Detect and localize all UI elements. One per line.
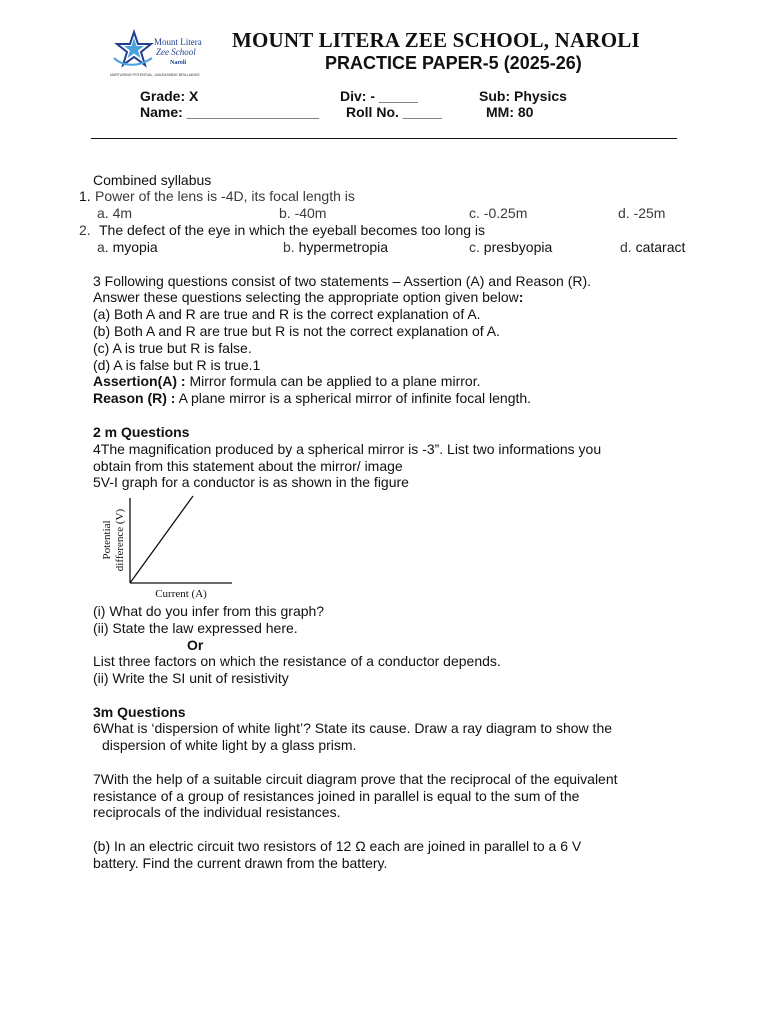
reason-text: A plane mirror is a spherical mirror of infinite focal length. [175, 390, 532, 406]
q7-line1: 7With the help of a suitable circuit diagram prove that the reciprocal of the equivalent [93, 771, 618, 787]
q2-option-c-letter: c. [469, 239, 480, 255]
q3-intro-text: Answer these questions selecting the appropriate option given below [93, 289, 519, 305]
q2-option-b-letter: b. [283, 239, 295, 255]
section-2m-heading: 2 m Questions [93, 424, 190, 440]
q2-option-d-letter: d. [620, 239, 632, 255]
div-field: Div: - _____ [340, 88, 418, 104]
q1-option-a: a. 4m [97, 205, 133, 221]
q3-option-d: (d) A is false but R is true.1 [93, 357, 261, 373]
q2-option-c [469, 239, 552, 256]
q3-reason [93, 390, 531, 407]
q6-line2: dispersion of white light by a glass prism. [102, 737, 357, 753]
q3-intro-colon: : [518, 289, 524, 305]
q1-option-b: b. -40m [279, 205, 327, 221]
q2-option-a [97, 239, 158, 256]
q6-line1: 6What is ‘dispersion of white light’? State its cause. Draw a ray diagram to show the [93, 720, 613, 736]
syllabus-note: Combined syllabus [93, 172, 212, 188]
paper-title: PRACTICE PAPER-5 (2025-26) [325, 53, 582, 73]
q5-part-i: (i) What do you infer from this graph? [93, 603, 325, 619]
q2-option-b [283, 239, 388, 256]
logo-tagline: NURTURING POTENTIAL, UNLEASHING BRILLIANCE [110, 73, 200, 77]
q2-option-a-letter: a. [97, 239, 109, 255]
graph-ylabel-line1: Potential [101, 520, 113, 560]
q5-text: 5V-I graph for a conductor is as shown in the figure [93, 474, 409, 490]
q2-option-d-text: cataract [635, 239, 686, 255]
subject-field: Sub: Physics [479, 88, 567, 104]
grade-field: Grade: X [140, 88, 199, 104]
graph-ylabel-line2: difference (V) [114, 508, 126, 572]
vi-graph [98, 494, 238, 602]
q3-option-a: (a) Both A and R are true and R is the correct explanation of A. [93, 306, 481, 322]
reason-label: Reason (R) : [93, 390, 176, 406]
q7b-line1: (b) In an electric circuit two resistors of 12 Ω each are joined in parallel to a 6 V [93, 838, 582, 854]
logo-location: Naroli [170, 60, 187, 66]
section-3m-heading: 3m Questions [93, 704, 186, 720]
header-divider [91, 138, 677, 139]
logo-name-line2: Zee School [156, 47, 196, 57]
assertion-text: Mirror formula can be applied to a plane mirror. [185, 373, 481, 389]
q2-text: The defect of the eye in which the eyeball becomes too long is [99, 222, 486, 238]
name-field: Name: _________________ [140, 104, 320, 120]
alt-question-ii: (ii) Write the SI unit of resistivity [93, 670, 289, 686]
q2-number: 2. [79, 222, 91, 238]
assertion-label: Assertion(A) : [93, 373, 186, 389]
q2-option-c-text: presbyopia [483, 239, 553, 255]
q7b-line2: battery. Find the current drawn from the battery. [93, 855, 388, 871]
alt-question: List three factors on which the resistance of a conductor depends. [93, 653, 501, 669]
q1-option-d: d. -25m [618, 205, 666, 221]
school-logo [108, 28, 226, 82]
q2-option-a-text: myopia [112, 239, 158, 255]
or-label: Or [187, 637, 204, 653]
roll-no-field: Roll No. _____ [346, 104, 442, 120]
school-name: MOUNT LITERA ZEE SCHOOL, NAROLI [232, 28, 640, 52]
q4-line2: obtain from this statement about the mirror/ image [93, 458, 403, 474]
q3-assertion [93, 373, 480, 390]
star-logo-icon [114, 32, 152, 65]
q1-number: 1. [79, 188, 91, 204]
q3-intro-line1: 3 Following questions consist of two statements – Assertion (A) and Reason (R). [93, 273, 592, 289]
q1-option-c: c. -0.25m [469, 205, 528, 221]
q1-text: Power of the lens is -4D, its focal length is [95, 188, 355, 204]
graph-xlabel: Current (A) [155, 588, 207, 600]
graph-vi-line [130, 496, 193, 583]
q2-option-b-text: hypermetropia [298, 239, 389, 255]
q7-line3: reciprocals of the individual resistances. [93, 804, 341, 820]
max-marks-field: MM: 80 [486, 104, 534, 120]
q4-line1: 4The magnification produced by a spherical mirror is -3”. List two informations you [93, 441, 602, 457]
q2-option-d [620, 239, 685, 256]
q3-intro-line2 [93, 289, 523, 306]
q3-option-c: (c) A is true but R is false. [93, 340, 252, 356]
logo-name-line1: Mount Litera [154, 37, 202, 47]
q3-option-b: (b) Both A and R are true but R is not the correct explanation of A. [93, 323, 501, 339]
q5-part-ii: (ii) State the law expressed here. [93, 620, 298, 636]
q7-line2: resistance of a group of resistances joined in parallel is equal to the sum of the [93, 788, 580, 804]
